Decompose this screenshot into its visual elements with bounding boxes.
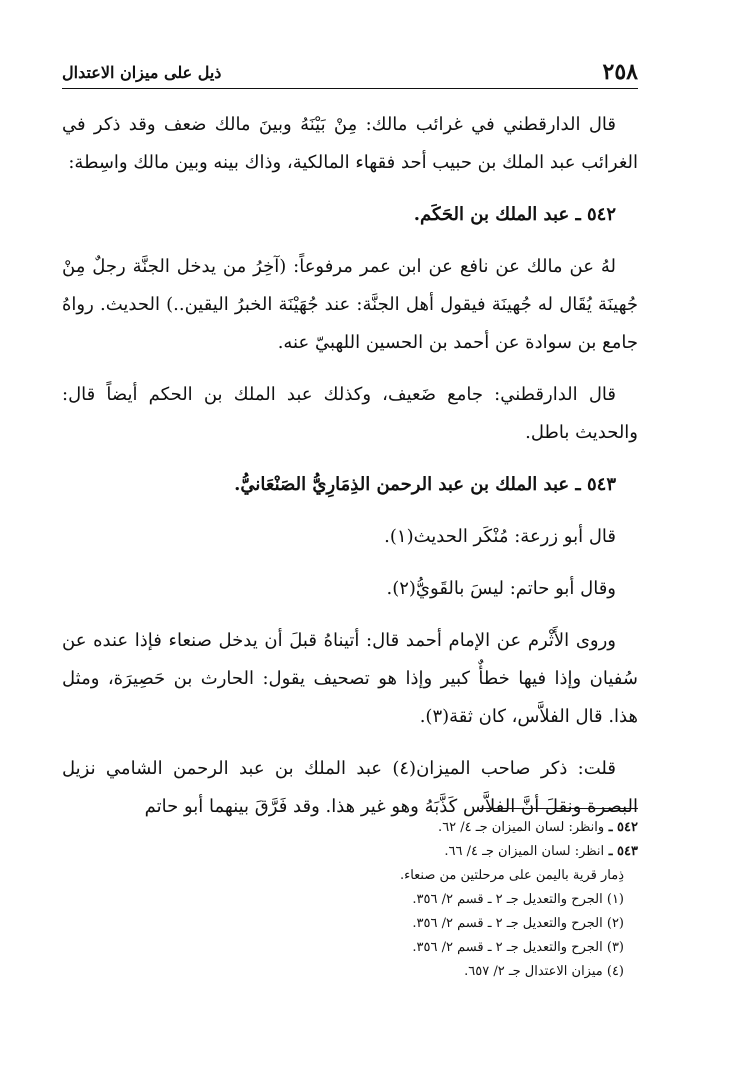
footnote-543-text: انظر: لسان الميزان جـ ٤/ ٦٦. xyxy=(444,844,605,859)
entry-heading-543: ٥٤٣ ـ عبد الملك بن عبد الرحمن الذِمَارِيُّ الصَنْعَانيُّ. xyxy=(234,474,616,495)
footnote-542-text: وانظر: لسان الميزان جـ ٤/ ٦٢. xyxy=(438,820,605,835)
header-rule xyxy=(62,88,638,89)
footnote-543-number: ٥٤٣ ـ xyxy=(608,844,638,859)
paragraph-intro: قال الدارقطني في غرائب مالك: مِنْ بَيْنَهُ وبينَ مالك ضعف وقد ذكر في الغرائب عبد الملك بن حبيب أحد فقهاء المالكية، وذاك بينه وبين مالك واسِطة: xyxy=(62,114,638,173)
paragraph-543-abu-hatim: وقال أبو حاتم: ليسَ بالقَويُّ(٢). xyxy=(386,578,616,599)
footnote-dhamar: ذِمار قرية باليمن على مرحلتين من صنعاء. xyxy=(399,868,624,883)
entry-heading-542: ٥٤٢ ـ عبد الملك بن الحَكَم. xyxy=(413,204,616,225)
footnote-543 xyxy=(62,840,638,864)
running-header xyxy=(62,58,638,86)
footnote-4: (٤) ميزان الاعتدال جـ ٢/ ٦٥٧. xyxy=(464,964,624,979)
footnote-rule xyxy=(480,808,638,809)
page-number: ٢٥٨ xyxy=(602,59,638,85)
paragraph-543-qultu: قلت: ذكر صاحب الميزان(٤) عبد الملك بن عبد الرحمن الشامي نزيل البصرة ونقلَ أنَّ الفلاَّس كَذَّبَهُ وهو غير هذا. وقد فَرَّقَ بينهما أبو حاتم xyxy=(62,758,638,817)
footnotes xyxy=(62,816,638,984)
paragraph-542-hadith: لهُ عن مالك عن نافع عن ابن عمر مرفوعاً: (آخِرُ من يدخل الجنَّة رجلٌ مِنْ جُهينَة يُقَال له جُهينَة فيقول أهل الجنَّة: عند جُهَيْنَة الخبرُ اليقين..) الحديث. رواهُ جامع بن سوادة عن أحمد بن الحسين اللهبيّ عنه. xyxy=(62,256,638,353)
footnote-1: (١) الجرح والتعديل جـ ٢ ـ قسم ٢/ ٣٥٦. xyxy=(412,892,624,907)
footnote-3: (٣) الجرح والتعديل جـ ٢ ـ قسم ٢/ ٣٥٦. xyxy=(412,940,624,955)
main-text xyxy=(62,106,638,840)
paragraph-543-abu-zura: قال أبو زرعة: مُنْكَر الحديث(١). xyxy=(384,526,616,547)
paragraph-543-athram: وروى الأَثْرم عن الإمام أحمد قال: أتيناهُ قبلَ أن يدخل صنعاء فإذا عنده عن سُفيان وإذا فيها خطأٌ كبير وإذا هو تصحيف يقول: الحارث بن حَصِيرَة، ومثل هذا. قال الفلاَّس، كان ثقة(٣). xyxy=(62,630,638,727)
running-title: ذيل على ميزان الاعتدال xyxy=(62,62,222,82)
footnote-542-number: ٥٤٢ ـ xyxy=(608,820,638,835)
footnote-542 xyxy=(62,816,638,840)
paragraph-542-daraqutni: قال الدارقطني: جامع ضَعيف، وكذلك عبد الملك بن الحكم أيضاً قال: والحديث باطل. xyxy=(62,384,638,443)
footnote-2: (٢) الجرح والتعديل جـ ٢ ـ قسم ٢/ ٣٥٦. xyxy=(412,916,624,931)
